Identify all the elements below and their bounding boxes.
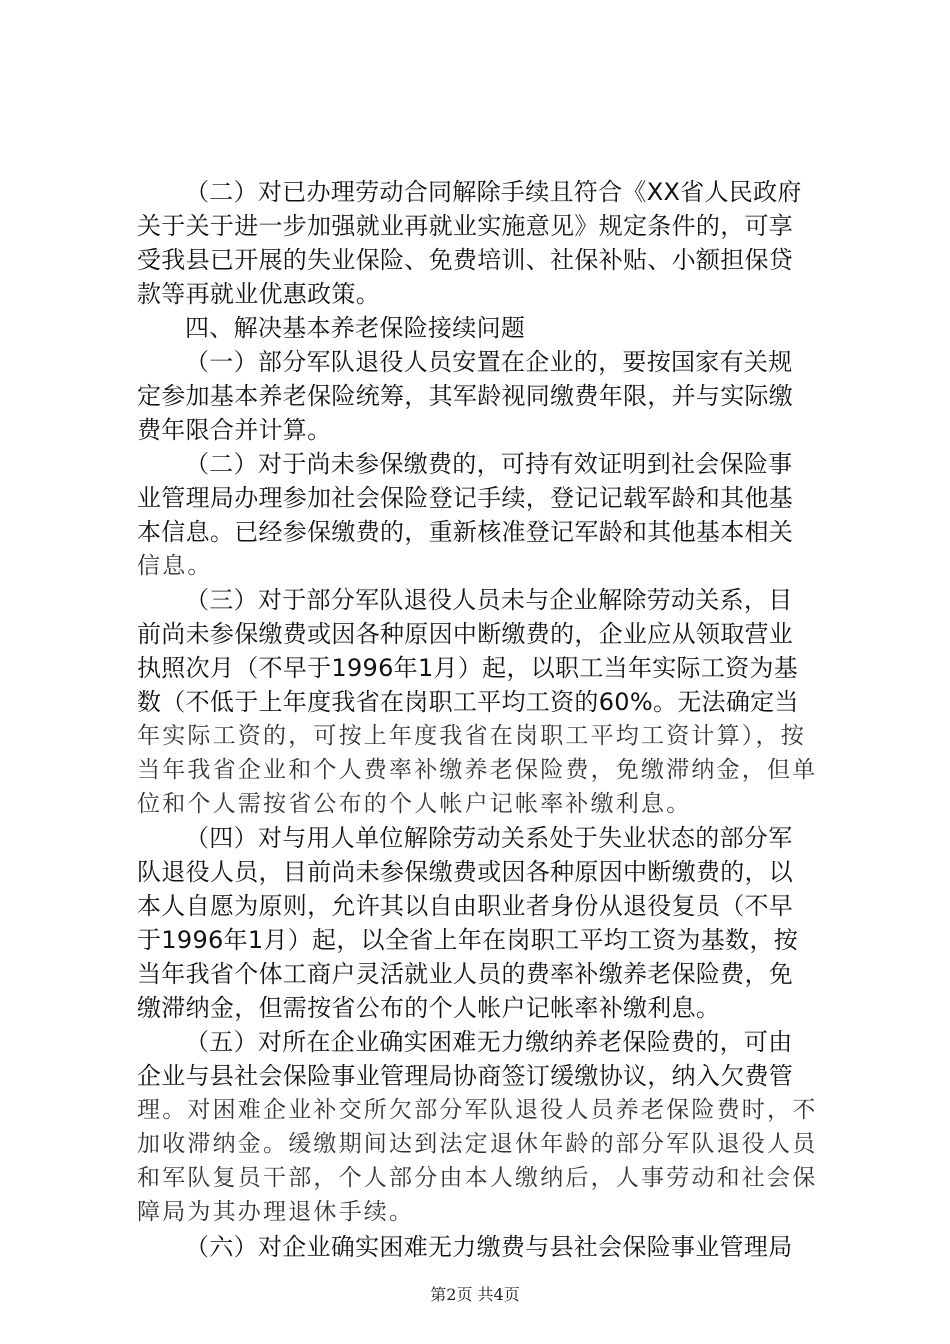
paragraph-line: 数（不低于上年度我省在岗职工平均工资的60%。无法确定当 xyxy=(137,688,799,716)
paragraph-line: 缴滞纳金，但需按省公布的个人帐户记帐率补缴利息。 xyxy=(137,994,721,1022)
paragraph-line: （四）对与用人单位解除劳动关系处于失业状态的部分军 xyxy=(185,824,793,852)
paragraph-line: （三）对于部分军队退役人员未与企业解除劳动关系，目 xyxy=(185,586,793,614)
paragraph-line: （五）对所在企业确实困难无力缴纳养老保险费的，可由 xyxy=(185,1028,793,1056)
paragraph-line: 当年我省企业和个人费率补缴养老保险费，免缴滞纳金，但单 xyxy=(137,757,818,783)
paragraph-line: （六）对企业确实困难无力缴费与县社会保险事业管理局 xyxy=(185,1233,793,1261)
section-heading: 四、解决基本养老保险接续问题 xyxy=(185,314,526,342)
paragraph-line: 于1996年1月）起，以全省上年在岗职工平均工资为基数，按 xyxy=(137,926,799,954)
paragraph-line: 队退役人员，目前尚未参保缴费或因各种原因中断缴费的，以 xyxy=(137,858,794,886)
paragraph-line: （一）部分军队退役人员安置在企业的，要按国家有关规 xyxy=(185,348,793,376)
paragraph-line: 前尚未参保缴费或因各种原因中断缴费的，企业应从领取营业 xyxy=(137,620,794,648)
paragraph-line: 企业与县社会保险事业管理局协商签订缓缴协议，纳入欠费管 xyxy=(137,1062,794,1090)
paragraph-line: 当年我省个体工商户灵活就业人员的费率补缴养老保险费，免 xyxy=(137,960,794,988)
paragraph-line: 受我县已开展的失业保险、免费培训、社保补贴、小额担保贷 xyxy=(137,246,794,274)
page-number: 第2页 共4页 xyxy=(430,1285,520,1304)
paragraph-line: 信息。 xyxy=(137,553,213,579)
paragraph-line: 本人自愿为原则，允许其以自由职业者身份从退役复员（不早 xyxy=(137,892,794,920)
paragraph-line: 款等再就业优惠政策。 xyxy=(137,280,380,308)
paragraph-line: 定参加基本养老保险统筹，其军龄视同缴费年限，并与实际缴 xyxy=(137,382,794,410)
paragraph-line: 费年限合并计算。 xyxy=(137,416,332,444)
paragraph-line: 加收滞纳金。缓缴期间达到法定退休年龄的部分军队退役人员 xyxy=(137,1131,818,1157)
paragraph-line: 理。对困难企业补交所欠部分军队退役人员养老保险费时，不 xyxy=(137,1097,818,1123)
paragraph-line: 和军队复员干部，个人部分由本人缴纳后，人事劳动和社会保 xyxy=(137,1165,818,1191)
paragraph-line: （二）对于尚未参保缴费的，可持有效证明到社会保险事 xyxy=(185,450,793,478)
paragraph-line: 位和个人需按省公布的个人帐户记帐率补缴利息。 xyxy=(137,791,692,817)
paragraph-line: （二）对已办理劳动合同解除手续且符合《XX省人民政府 xyxy=(185,178,802,206)
paragraph-line: 关于关于进一步加强就业再就业实施意见》规定条件的，可享 xyxy=(137,212,794,240)
paragraph-line: 年实际工资的，可按上年度我省在岗职工平均工资计算），按 xyxy=(137,723,806,749)
paragraph-line: 执照次月（不早于1996年1月）起，以职工当年实际工资为基 xyxy=(137,654,799,682)
paragraph-line: 障局为其办理退休手续。 xyxy=(137,1199,415,1225)
paragraph-line: 本信息。已经参保缴费的，重新核准登记军龄和其他基本相关 xyxy=(137,518,794,546)
paragraph-line: 业管理局办理参加社会保险登记手续，登记记载军龄和其他基 xyxy=(137,484,794,512)
